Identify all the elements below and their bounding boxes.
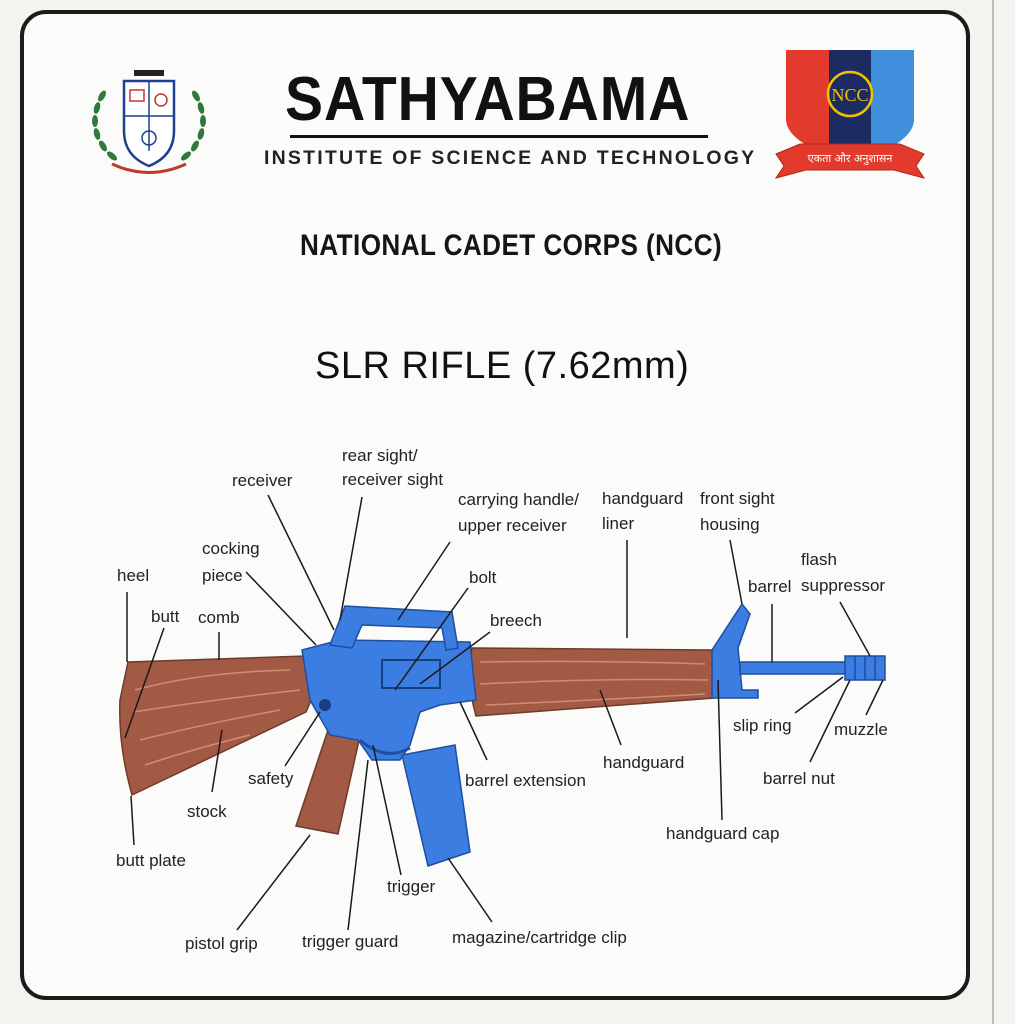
- label-flash-suppressor: flash: [801, 550, 837, 569]
- label-trigger: trigger: [387, 877, 436, 896]
- label-front-sight: front sight: [700, 489, 775, 508]
- institution-name: SATHYABAMA: [285, 65, 691, 134]
- label-receiver: receiver: [232, 471, 293, 490]
- label-muzzle: muzzle: [834, 720, 888, 739]
- label-barrel-extension: barrel extension: [465, 771, 586, 790]
- label-slip-ring: slip ring: [733, 716, 792, 735]
- label-handguard-cap: handguard cap: [666, 824, 780, 843]
- label-bolt: bolt: [469, 568, 497, 587]
- label-cocking-piece: cocking: [202, 539, 260, 558]
- ncc-emblem-text: NCC: [831, 85, 869, 105]
- label-front-sight-2: housing: [700, 515, 760, 534]
- institution-subtitle: INSTITUTE OF SCIENCE AND TECHNOLOGY: [264, 147, 757, 169]
- label-breech: breech: [490, 611, 542, 630]
- label-heel: heel: [117, 566, 150, 585]
- label-barrel-nut: barrel nut: [763, 769, 835, 788]
- label-cocking-piece-2: piece: [202, 566, 243, 585]
- label-magazine: magazine/cartridge clip: [452, 928, 627, 947]
- handguard-shape: [470, 648, 714, 716]
- label-stock: stock: [187, 802, 227, 821]
- front-sight-shape: [712, 604, 758, 698]
- label-carrying-handle-2: upper receiver: [458, 516, 567, 535]
- label-rear-sight: rear sight/: [342, 446, 418, 465]
- label-flash-suppressor-2: suppressor: [801, 576, 886, 595]
- label-safety: safety: [248, 769, 294, 788]
- label-butt: butt: [151, 607, 180, 626]
- label-comb: comb: [198, 608, 240, 627]
- pistol-grip-shape: [296, 730, 360, 834]
- label-pistol-grip: pistol grip: [185, 934, 258, 953]
- ncc-motto: एकता और अनुशासन: [807, 152, 893, 165]
- diagram-title: SLR RIFLE (7.62mm): [315, 345, 690, 387]
- label-handguard-liner-2: liner: [602, 514, 635, 533]
- barrel-shape: [740, 662, 848, 674]
- label-butt-plate: butt plate: [116, 851, 186, 870]
- label-handguard-liner: handguard: [602, 489, 684, 508]
- label-carrying-handle: carrying handle/: [458, 490, 579, 509]
- label-barrel: barrel: [748, 577, 792, 596]
- section-title: NATIONAL CADET CORPS (NCC): [300, 229, 723, 262]
- label-trigger-guard: trigger guard: [302, 932, 399, 951]
- magazine-shape: [402, 745, 470, 866]
- label-handguard: handguard: [603, 753, 685, 772]
- label-rear-sight-2: receiver sight: [342, 470, 444, 489]
